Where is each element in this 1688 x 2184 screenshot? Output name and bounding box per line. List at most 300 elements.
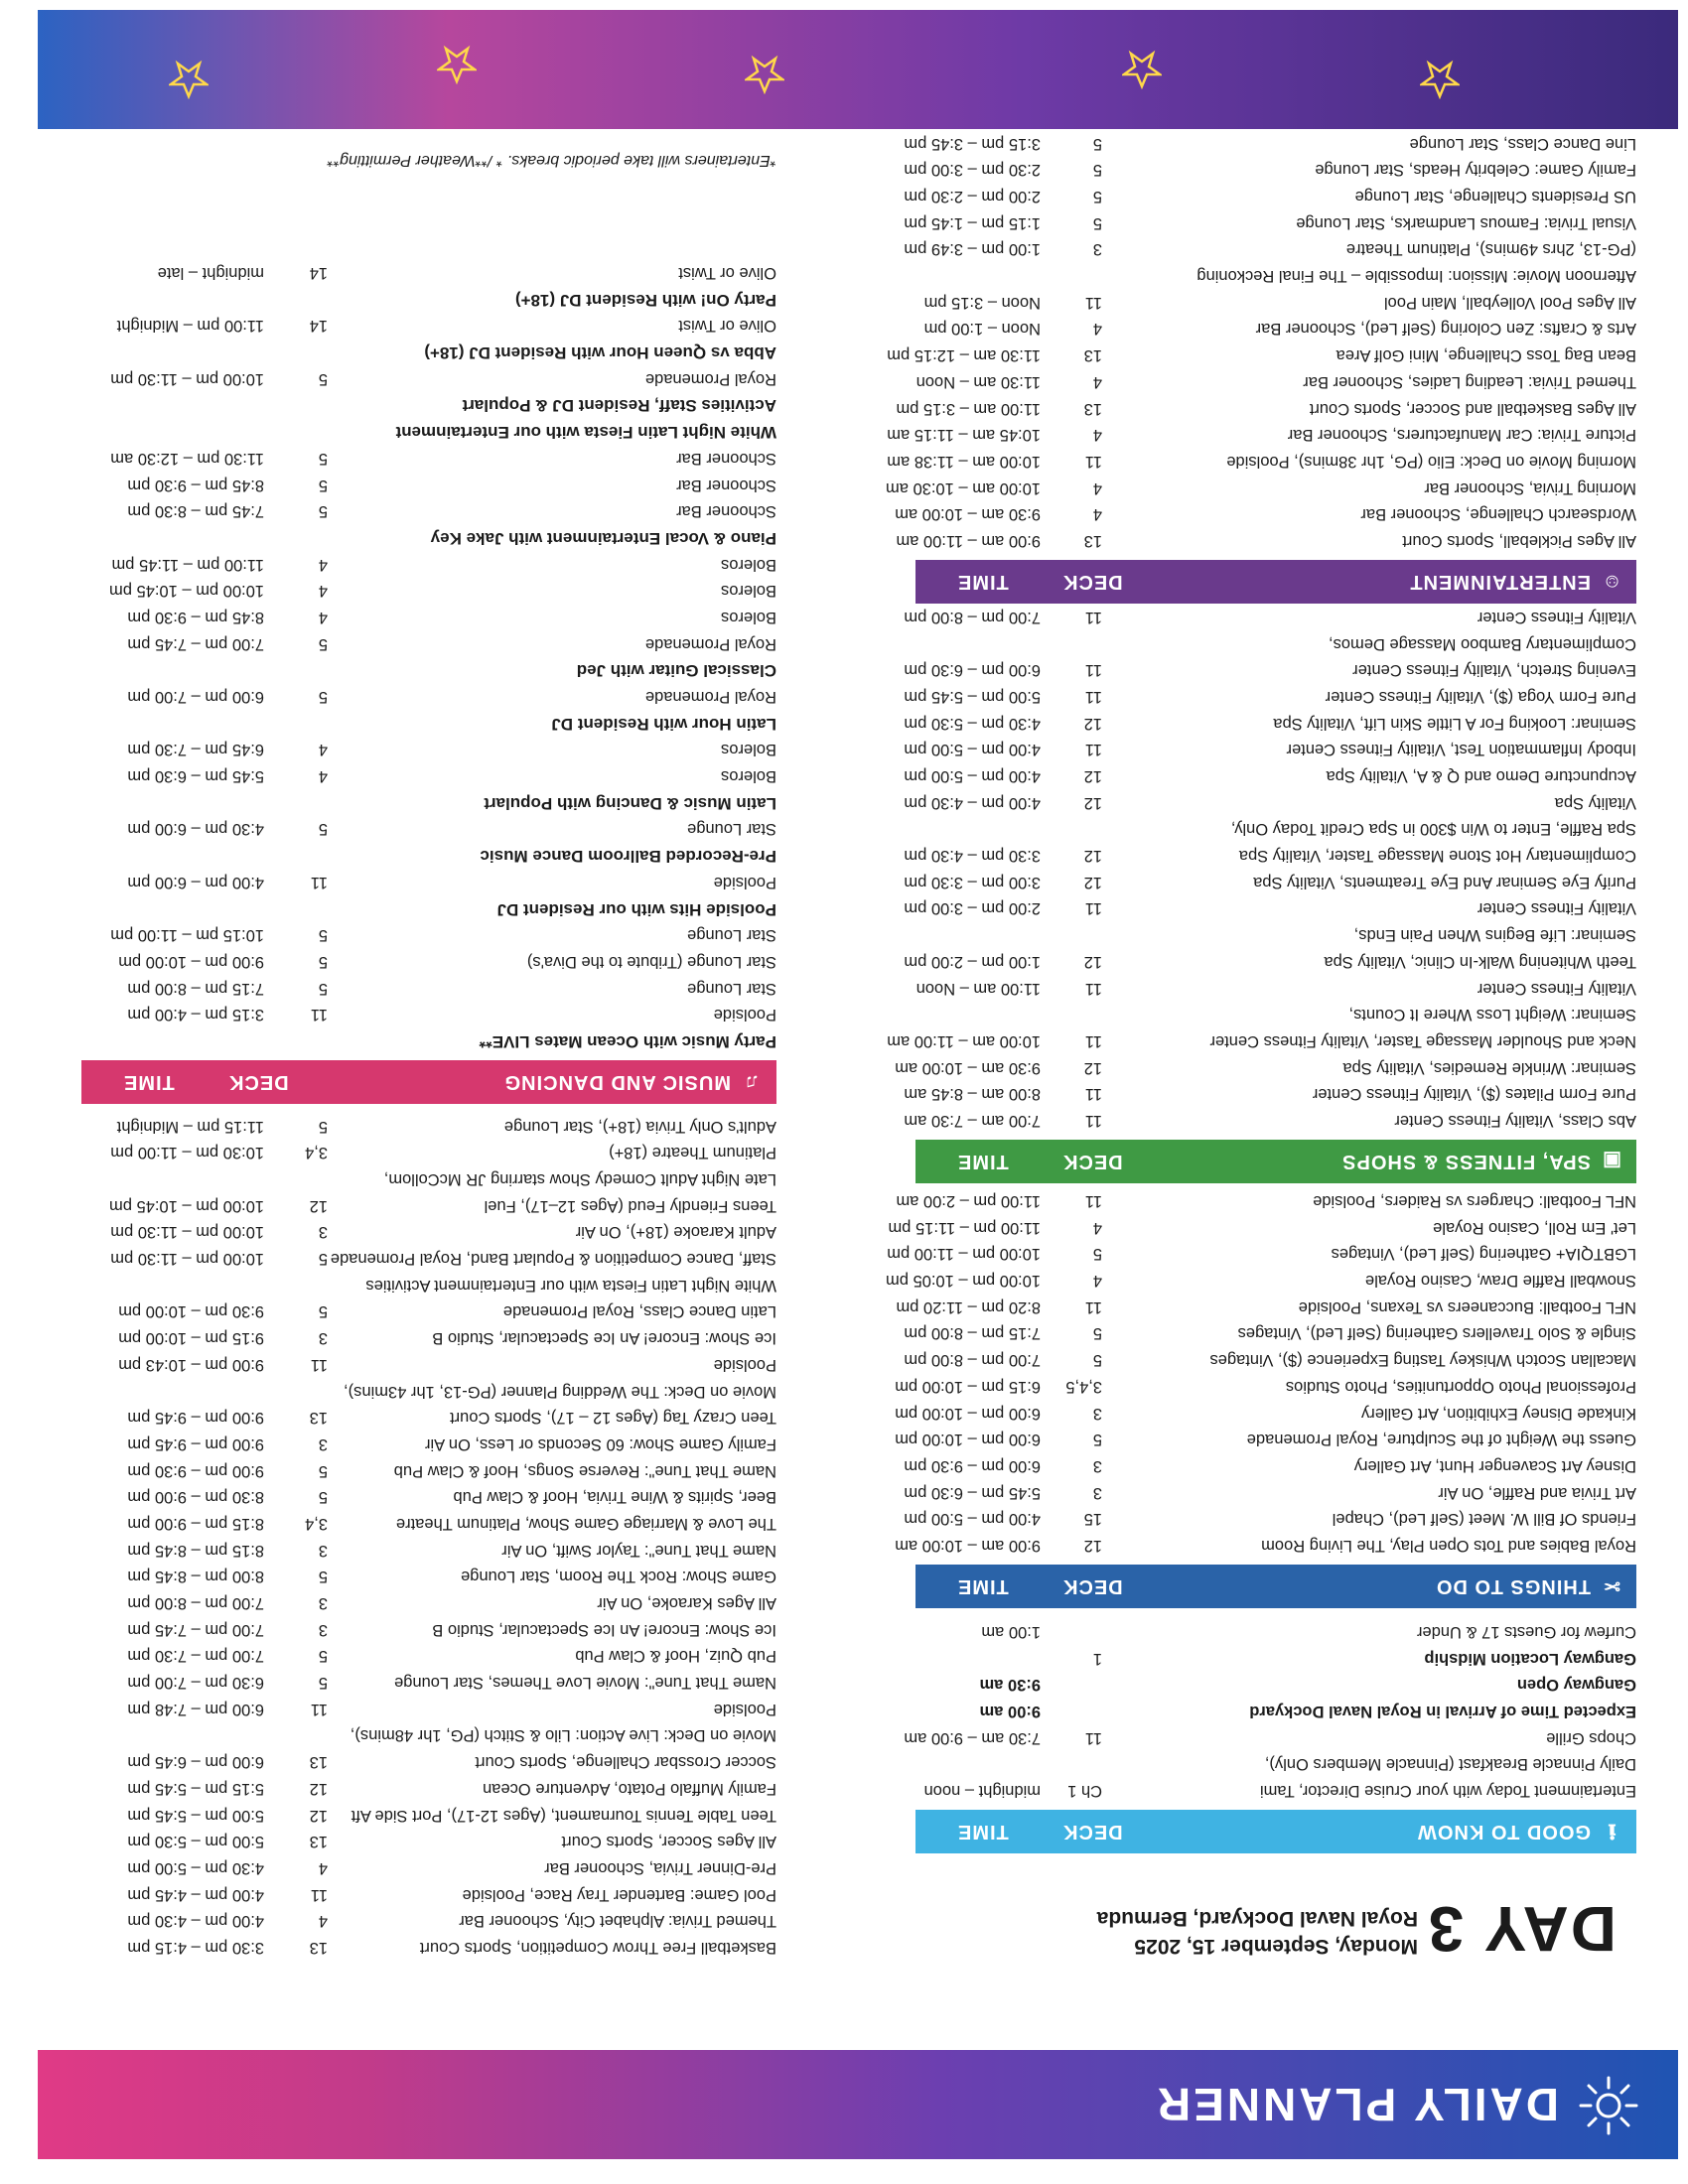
event-deck: 5 (318, 688, 328, 707)
event-deck: 4 (1092, 478, 1102, 497)
event-deck: 3 (1092, 1483, 1102, 1502)
mask-icon: ☺ (1601, 571, 1622, 594)
event-deck: 4 (318, 609, 328, 626)
schedule-row (904, 1107, 1636, 1134)
event-deck: 5 (318, 369, 328, 388)
shop-icon: ▣ (1602, 1150, 1621, 1172)
event-time: Noon – 3:15 pm (923, 293, 1041, 312)
star-icon (169, 60, 209, 99)
event-deck: 12 (1083, 1537, 1102, 1555)
schedule-row (904, 1320, 1636, 1347)
event-time: 2:00 pm – 3:00 pm (904, 899, 1041, 918)
music-note-icon: ♫ (744, 1071, 760, 1094)
event-name: NFL Football: Chargers vs Raiders, Poolside (1313, 1192, 1636, 1211)
event-deck: 13 (1083, 532, 1102, 550)
event-time: 11:00 am – Noon (915, 979, 1041, 998)
event-time: 9:30 pm – 10:00 pm (118, 1302, 264, 1321)
schedule-row (81, 1881, 776, 1908)
event-time: 10:30 pm – 11:00 pm (110, 1144, 264, 1162)
event-name: Latin Hour with Resident DJ (551, 714, 776, 734)
schedule-row (81, 1854, 776, 1881)
event-time: 1:00 pm – 3:49 pm (904, 240, 1041, 259)
event-deck: 3,4 (305, 1144, 328, 1162)
event-time: 7:45 pm – 8:30 pm (127, 502, 264, 521)
event-time: 9:30 am – 10:00 am (895, 1058, 1041, 1077)
event-name: US Presidents Challenge, Star Lounge (1354, 188, 1636, 206)
event-name: Beer, Spirits & Wine Trivia, Hoof & Claw Pub (453, 1488, 776, 1507)
schedule-row (81, 1192, 776, 1219)
star-icon (1420, 60, 1460, 99)
event-time: 6:00 pm – 6:45 pm (127, 1753, 264, 1772)
planner-title: DAILY PLANNER (1154, 2079, 1559, 2130)
event-time: Noon – 1:00 pm (923, 320, 1041, 339)
event-name: Seminar: Weight Loss Where It Counts, (1348, 1006, 1636, 1024)
event-deck: 5 (1092, 213, 1102, 232)
schedule-row (915, 816, 1636, 843)
event-time: 1:15 pm – 1:45 pm (904, 213, 1041, 232)
event-deck: 3 (1092, 240, 1102, 259)
event-name: Complimentary Bamboo Massage Demos, (1329, 634, 1636, 653)
info-icon: ℹ (1607, 1820, 1617, 1843)
event-name: Curfew for Guests 17 & Under (1416, 1622, 1636, 1641)
event-name: Classical Guitar with Jed (576, 661, 776, 681)
event-name: Latin Music & Dancing with Populart (484, 793, 776, 813)
event-name: Soccer Crossbar Challenge, Sports Court (475, 1753, 776, 1772)
event-name: Boleros (721, 767, 776, 786)
event-name: Seminar: Looking For A Little Skin Lift, Vitality Spa (1273, 714, 1636, 733)
things-to-do-list (886, 1187, 1636, 1559)
event-name: Abs Class, Vitality Fitness Center (1394, 1112, 1636, 1130)
schedule-row (81, 259, 776, 286)
event-deck: 4 (1092, 372, 1102, 391)
event-deck: 5 (1092, 1324, 1102, 1343)
event-name: All Ages Basketball and Soccer, Sports Court (1309, 399, 1636, 418)
event-name: Macallan Scotch Whiskey Tasting Experience ($), Vintages (1209, 1351, 1636, 1370)
schedule-row (81, 1934, 776, 1961)
event-time: 10:00 am – 10:30 am (886, 478, 1041, 497)
event-name: Visual Trivia: Famous Landmarks, Star Lounge (1296, 213, 1636, 232)
schedule-row (81, 472, 776, 498)
event-time: 8:00 pm – 8:45 pm (127, 1568, 264, 1586)
event-deck: 5 (318, 476, 328, 494)
event-name: All Ages Karaoke, On Air (597, 1594, 776, 1613)
event-deck: 13 (309, 1833, 328, 1851)
things-to-do-header: ✂ THINGS TO DO DECK TIME (915, 1565, 1636, 1608)
event-time: 6:00 pm – 6:30 pm (904, 661, 1041, 680)
event-deck: 5 (318, 1117, 328, 1136)
event-deck: 3,4 (305, 1515, 328, 1533)
event-deck: 5 (318, 979, 328, 998)
event-time: 9:00 am (979, 1702, 1041, 1720)
event-time: 6:30 pm – 7:00 pm (127, 1674, 264, 1693)
event-deck: 4 (318, 1858, 328, 1877)
schedule-row (81, 1749, 776, 1776)
event-time: 10:00 pm – 11:30 pm (110, 1250, 264, 1269)
schedule-row (81, 737, 776, 763)
event-deck: 12 (1083, 793, 1102, 812)
event-time: 10:00 pm – 10:45 pm (109, 1196, 264, 1215)
schedule-row (904, 1506, 1636, 1533)
event-name: Line Dance Class, Star Lounge (1409, 134, 1636, 153)
event-time: 8:45 pm – 9:30 pm (127, 476, 264, 494)
event-time: midnight – noon (923, 1782, 1041, 1800)
event-time: 9:00 pm – 9:45 pm (127, 1434, 264, 1453)
event-name: Boleros (721, 741, 776, 759)
event-name: Boleros (721, 555, 776, 574)
entertainment-list (886, 130, 1636, 554)
event-name: Seminar: Wrinkle Remedies, Vitality Spa (1342, 1058, 1636, 1077)
event-name: Inbody Inflammation Test, Vitality Fitness Center (1286, 741, 1636, 759)
event-deck: 11 (1084, 293, 1102, 312)
event-name: Star Lounge (687, 820, 776, 839)
sub-heading (81, 895, 776, 922)
event-name: Vitality Fitness Center (1477, 899, 1636, 918)
schedule-row (81, 1616, 776, 1643)
event-deck: 5 (318, 502, 328, 521)
event-name: Disney Art Scavenger Hunt, Art Gallery (1353, 1456, 1636, 1475)
event-name: Professional Photo Opportunities, Photo Studios (1285, 1377, 1636, 1396)
event-name: Party Music with Ocean Mates LIVE** (479, 1032, 776, 1051)
schedule-row (915, 1672, 1636, 1699)
event-name: Vitality Fitness Center (1477, 608, 1636, 626)
party-decoration-strip (38, 10, 1678, 129)
schedule-row (915, 1751, 1636, 1778)
entertainment-continued-list (81, 1113, 776, 1961)
event-deck: 11 (1084, 1031, 1102, 1050)
event-time: 3:15 pm – 3:45 pm (904, 134, 1041, 153)
event-deck: 5 (1092, 1245, 1102, 1264)
schedule-row (904, 895, 1636, 922)
event-name: White Night Latin Fiesta with our Entertainment Activities (365, 1276, 776, 1295)
event-deck: 5 (318, 1568, 328, 1586)
event-name: Family Game Show: 60 Seconds or Less, On Air (425, 1434, 776, 1453)
event-name: Poolside (713, 1006, 776, 1024)
event-deck: 5 (318, 820, 328, 839)
event-deck: 11 (1084, 1112, 1102, 1130)
event-name: Let' Em Roll, Casino Royale (1433, 1218, 1636, 1237)
schedule-row (81, 1908, 776, 1935)
event-deck: 13 (1083, 346, 1102, 365)
event-time: 6:00 pm – 7:00 pm (127, 688, 264, 707)
schedule-row (887, 342, 1636, 369)
event-time: 7:30 am – 9:00 am (904, 1728, 1041, 1747)
event-time: 3:15 pm – 4:00 pm (127, 1006, 264, 1024)
event-name: Guess the Weight of the Sculpture, Royal Promenade (1246, 1431, 1636, 1449)
event-name: Family Game: Celebrity Heads, Star Lounge (1315, 161, 1636, 180)
event-deck: 5 (318, 1302, 328, 1321)
event-time: 4:00 pm – 5:00 pm (904, 767, 1041, 786)
event-name: Teeth Whitening Walk-In Clinic, Vitality Spa (1324, 952, 1636, 971)
event-name: Movie on Deck: The Wedding Planner (PG-13, 1hr 43mins), (344, 1382, 776, 1401)
event-deck: 12 (309, 1196, 328, 1215)
schedule-row (915, 368, 1636, 395)
event-time: 1:00 am (981, 1622, 1041, 1641)
schedule-row (81, 1829, 776, 1855)
schedule-row (81, 1510, 776, 1537)
event-time: 10:00 pm – 11:00 pm (887, 1245, 1041, 1264)
event-time: 3:30 pm – 4:15 pm (127, 1939, 264, 1957)
event-deck: 3 (318, 1594, 328, 1613)
event-time: 5:00 pm – 5:45 pm (127, 1806, 264, 1825)
event-time: 5:00 pm – 5:30 pm (127, 1833, 264, 1851)
event-name: Themed Trivia: Leading Ladies, Schooner Bar (1303, 372, 1636, 391)
event-deck: 11 (310, 1006, 328, 1024)
schedule-row (895, 1054, 1636, 1081)
event-name: Themed Trivia: Alphabet City, Schooner Bar (459, 1912, 776, 1931)
sub-heading (81, 843, 776, 870)
event-deck: 11 (310, 1700, 328, 1718)
schedule-row (915, 262, 1636, 289)
schedule-row (81, 1696, 776, 1722)
schedule-row (895, 1373, 1636, 1400)
schedule-row (896, 527, 1636, 554)
event-name: Game Show: Rock The Room, Star Lounge (461, 1568, 776, 1586)
schedule-row (81, 1140, 776, 1166)
event-time: 4:00 pm – 4:45 pm (127, 1885, 264, 1904)
event-name: All Ages Soccer, Sports Court (561, 1833, 776, 1851)
sub-heading (81, 286, 776, 313)
event-time: 7:00 pm – 7:30 pm (127, 1647, 264, 1666)
schedule-row (81, 1298, 776, 1325)
schedule-row (81, 1537, 776, 1564)
event-time: 6:45 pm – 7:30 pm (127, 741, 264, 759)
event-deck: 11 (310, 1885, 328, 1904)
schedule-row (896, 395, 1636, 422)
event-deck: 5 (318, 449, 328, 468)
event-time: 10:15 pm – 11:00 pm (110, 926, 264, 945)
event-name: Acupuncture Demo and Q & A, Vitality Spa (1326, 767, 1636, 786)
schedule-row (904, 789, 1636, 816)
event-name: Complimentary Hot Stone Massage Taster, Vitality Spa (1238, 847, 1636, 866)
event-name: Boleros (721, 582, 776, 601)
event-deck: 3 (318, 1434, 328, 1453)
event-deck: 4 (318, 1912, 328, 1931)
schedule-row (896, 1294, 1636, 1320)
day-title: DAY 3 (1426, 1893, 1617, 1965)
schedule-row (81, 975, 776, 1002)
schedule-row (81, 1002, 776, 1028)
schedule-row (81, 1219, 776, 1246)
scissors-icon: ✂ (1603, 1574, 1620, 1597)
event-time: 11:00 pm – 11:15 pm (888, 1218, 1041, 1237)
sub-heading (81, 1027, 776, 1054)
event-time: 9:30 am – 10:00 am (895, 505, 1041, 524)
event-time: 10:00 pm – 10:05 pm (886, 1272, 1041, 1291)
event-deck: 12 (1083, 767, 1102, 786)
event-name: Poolside Hits with our Resident DJ (496, 899, 776, 919)
sub-heading (81, 524, 776, 551)
event-time: 8:20 pm – 11:20 pm (896, 1297, 1041, 1316)
schedule-row (915, 922, 1636, 949)
schedule-row (81, 1457, 776, 1484)
event-name: Royal Promenade (644, 634, 776, 653)
event-deck: 5 (318, 1647, 328, 1666)
schedule-row (81, 630, 776, 657)
good-to-know-list (904, 1618, 1636, 1804)
event-deck: 4 (318, 582, 328, 601)
event-deck: 3 (1092, 1456, 1102, 1475)
event-deck: 12 (1083, 952, 1102, 971)
event-time: 4:00 pm – 4:30 pm (127, 1912, 264, 1931)
event-time: 11:00 pm – Midnight (116, 317, 264, 336)
event-name: Ice Show: Encore! An Ice Spectacular, Studio B (432, 1329, 776, 1348)
event-deck: 5 (1092, 1431, 1102, 1449)
event-time: 7:15 pm – 8:00 pm (904, 1324, 1041, 1343)
event-name: Pub Quiz, Hoof & Claw Pub (575, 1647, 776, 1666)
schedule-row (904, 183, 1636, 209)
schedule-row (81, 1484, 776, 1511)
schedule-row (81, 1431, 776, 1457)
schedule-row (895, 1400, 1636, 1427)
schedule-row (81, 1669, 776, 1696)
event-deck: 4 (318, 767, 328, 786)
event-time: 6:15 pm – 10:00 pm (895, 1377, 1041, 1396)
event-time: 8:15 pm – 9:00 pm (127, 1515, 264, 1533)
event-name: Movie on Deck: Live Action: Lilo & Stitch (PG, 1hr 48mins), (350, 1726, 776, 1745)
event-time: 4:00 pm – 6:00 pm (127, 873, 264, 891)
event-name: NFL Football: Buccaneers vs Texans, Poolside (1298, 1297, 1636, 1316)
schedule-row (81, 1113, 776, 1140)
event-time: 9:00 pm – 10:00 pm (118, 952, 264, 971)
event-deck: 5 (1092, 1351, 1102, 1370)
event-deck: 5 (318, 952, 328, 971)
event-name: Spa Raffle, Enter to Win $300 in Spa Credit Today Only, (1230, 820, 1636, 839)
schedule-row (904, 157, 1636, 184)
event-time: 7:15 pm – 8:00 pm (127, 979, 264, 998)
event-name: Name That Tune": Movie Love Themes, Star Lounge (394, 1674, 776, 1693)
event-name: Poolside (713, 1700, 776, 1718)
event-time: 8:00 am – 8:45 am (904, 1085, 1041, 1104)
good-to-know-header: ℹ GOOD TO KNOW DECK TIME (915, 1810, 1636, 1853)
schedule-row (904, 948, 1636, 975)
event-name: Teen Crazy Tag (Ages 12 – 17), Sports Court (450, 1409, 776, 1428)
event-time: 7:00 pm – 7:45 pm (127, 1620, 264, 1639)
event-time: 9:30 am (979, 1676, 1041, 1695)
event-deck: 14 (309, 317, 328, 336)
day-date: Monday, September 15, 2025 (1134, 1935, 1418, 1958)
schedule-row (81, 1351, 776, 1378)
event-deck: 12 (309, 1806, 328, 1825)
schedule-row (904, 1081, 1636, 1108)
event-time: 5:45 pm – 6:30 pm (904, 1483, 1041, 1502)
schedule-row (888, 1214, 1636, 1241)
event-deck: 4 (1092, 426, 1102, 445)
event-deck: 12 (1083, 1058, 1102, 1077)
schedule-row (886, 1267, 1636, 1294)
music-header: ♫ MUSIC AND DANCING DECK TIME (81, 1060, 776, 1104)
event-name: Boleros (721, 609, 776, 626)
event-time: 7:00 am – 7:30 am (904, 1112, 1041, 1130)
schedule-row (81, 313, 776, 340)
schedule-row (904, 683, 1636, 710)
event-time: 11:15 pm – Midnight (116, 1117, 264, 1136)
event-time: 5:15 pm – 5:45 pm (127, 1779, 264, 1798)
music-list (81, 259, 776, 1054)
event-name: Olive or Twist (678, 264, 776, 283)
event-time: 6:00 pm – 10:00 pm (895, 1431, 1041, 1449)
schedule-row (915, 975, 1636, 1002)
event-time: 2:30 pm – 3:00 pm (904, 161, 1041, 180)
schedule-row (915, 1698, 1636, 1724)
schedule-row (886, 475, 1636, 501)
event-deck: 11 (1084, 661, 1102, 680)
event-deck: Ch 1 (1067, 1782, 1102, 1800)
schedule-row (81, 816, 776, 843)
event-time: 6:00 pm – 10:00 pm (895, 1404, 1041, 1423)
event-name: Gangway Open (1516, 1676, 1636, 1695)
schedule-row (887, 422, 1636, 449)
event-name: Entertainment Today with your Cruise Director, Tami (1259, 1782, 1636, 1800)
event-name: Picture Trivia: Car Manufacturers, Schooner Bar (1287, 426, 1636, 445)
schedule-row (81, 365, 776, 392)
schedule-row (81, 869, 776, 895)
event-name: Late Night Adult Comedy Show starring JR McCollom, (383, 1170, 776, 1189)
event-name: Royal Babies and Tots Open Play, The Living Room (1261, 1537, 1636, 1555)
event-time: 3:00 pm – 3:30 pm (904, 873, 1041, 891)
event-time: 10:00 pm – 10:45 pm (109, 582, 264, 601)
event-deck: 11 (1084, 1728, 1102, 1747)
schedule-row (915, 289, 1636, 316)
schedule-row (887, 448, 1636, 475)
event-time: 1:00 pm – 2:00 pm (904, 952, 1041, 971)
event-name: Art Trivia and Raffle, On Air (1438, 1483, 1636, 1502)
event-deck: 11 (1084, 1297, 1102, 1316)
event-time: 5:45 pm – 6:30 pm (127, 767, 264, 786)
event-time: 11:00 am – 3:15 pm (896, 399, 1041, 418)
schedule-row (904, 130, 1636, 157)
event-deck: 12 (309, 1779, 328, 1798)
event-deck: 11 (1084, 1192, 1102, 1211)
event-time: 10:45 am – 11:15 am (887, 426, 1041, 445)
sub-heading (81, 789, 776, 816)
event-name: All Ages Pool Volleyball, Main Pool (1383, 293, 1636, 312)
schedule-row (904, 869, 1636, 895)
event-time: 8:15 pm – 8:45 pm (127, 1541, 264, 1560)
event-time: 10:00 am – 11:38 am (887, 452, 1041, 471)
schedule-row (904, 1347, 1636, 1374)
event-name: Latin Dance Class, Royal Promenade (502, 1302, 776, 1321)
event-name: Morning Trivia, Schooner Bar (1424, 478, 1636, 497)
event-deck: 11 (1084, 1085, 1102, 1104)
event-deck: 11 (310, 873, 328, 891)
event-name: Family Muffalo Potato, Adventure Ocean (483, 1779, 776, 1798)
event-deck: 12 (1083, 873, 1102, 891)
schedule-row (895, 1427, 1636, 1453)
schedule-row (81, 1325, 776, 1352)
schedule-row (904, 710, 1636, 737)
event-deck: 3 (1092, 1404, 1102, 1423)
sub-heading (81, 392, 776, 419)
schedule-row (896, 1187, 1636, 1214)
event-deck: 4 (1092, 1218, 1102, 1237)
event-name: Pure Form Pilates ($), Vitality Fitness Center (1312, 1085, 1636, 1104)
schedule-row (81, 1165, 776, 1192)
event-name: Single & Solo Travellers Gathering (Self Led), Vintages (1237, 1324, 1636, 1343)
event-deck: 13 (1083, 399, 1102, 418)
event-name: Staff, Dance Competition & Populart Band, Royal Promenade (330, 1250, 776, 1269)
schedule-row (81, 1775, 776, 1802)
event-name: Piano & Vocal Entertainment with Jake Key (430, 528, 776, 548)
event-name: Gangway Location Midship (1424, 1649, 1636, 1668)
event-name: Pool Game: Bartender Tray Race, Poolside (462, 1885, 776, 1904)
event-deck: 5 (318, 634, 328, 653)
event-time: 11:00 pm – 2:00 am (896, 1192, 1041, 1211)
sub-heading (81, 710, 776, 737)
event-name: Daily Pinnacle Breakfast (Pinnacle Members Only), (1264, 1755, 1636, 1774)
event-name: Morning Movie on Deck: Elio (PG, 1hr 38mins), Poolside (1226, 452, 1636, 471)
event-name: Teens Friendly Feud (Ages 12–17), Fuel (484, 1196, 776, 1215)
event-name: Star Lounge (687, 926, 776, 945)
